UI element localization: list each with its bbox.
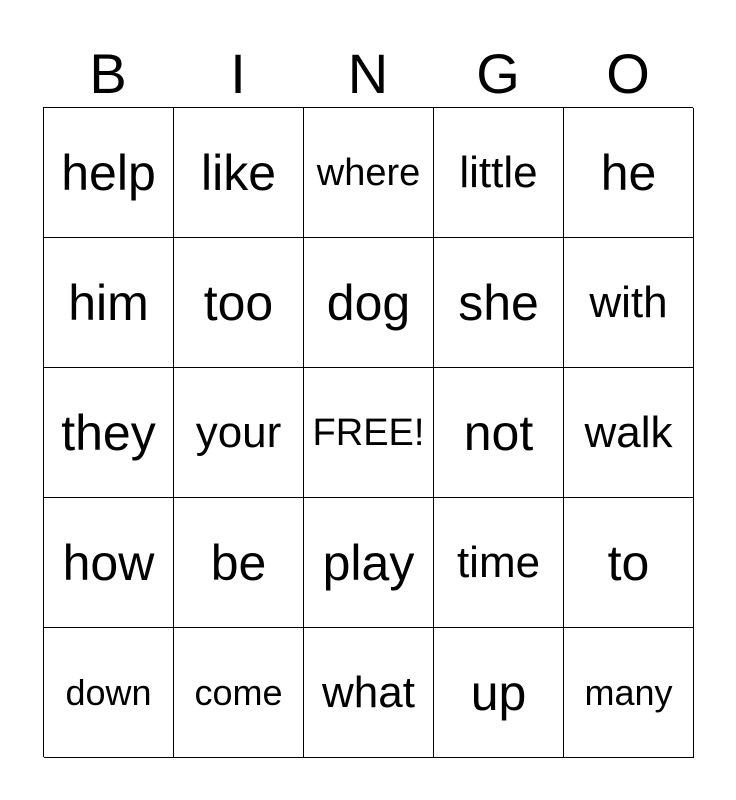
cell-word: not	[463, 404, 534, 461]
bingo-cell[interactable]	[174, 368, 304, 498]
bingo-cell[interactable]	[304, 238, 434, 368]
header-letter-n: N	[347, 42, 389, 105]
cell-word: little	[459, 147, 538, 197]
cell-word: to	[607, 534, 650, 591]
bingo-cell[interactable]	[44, 368, 174, 498]
cell-word: play	[322, 534, 415, 591]
bingo-cell[interactable]	[564, 498, 694, 628]
header-letter-b: B	[89, 42, 127, 105]
header-letter-o: O	[606, 42, 650, 105]
cell-word: him	[68, 274, 149, 331]
cell-word: time	[456, 537, 541, 587]
cell-word: your	[195, 407, 282, 457]
bingo-card	[43, 107, 693, 757]
cell-word: dog	[326, 274, 411, 331]
bingo-cell[interactable]	[44, 498, 174, 628]
free-space-cell[interactable]	[304, 368, 434, 498]
cell-word: many	[584, 671, 673, 713]
bingo-cell[interactable]	[174, 108, 304, 238]
header-letter-g: G	[476, 42, 520, 105]
bingo-cell[interactable]	[304, 498, 434, 628]
bingo-cell[interactable]	[44, 108, 174, 238]
header-letter-i: I	[230, 42, 246, 105]
bingo-cell[interactable]	[434, 238, 564, 368]
bingo-cell[interactable]	[174, 628, 304, 758]
cell-word: help	[61, 144, 156, 201]
cell-word: she	[458, 274, 539, 331]
cell-word: where	[316, 151, 421, 194]
cell-word: they	[61, 404, 156, 461]
bingo-cell[interactable]	[564, 238, 694, 368]
cell-word: up	[470, 664, 527, 721]
bingo-cell[interactable]	[174, 498, 304, 628]
bingo-cell[interactable]	[434, 628, 564, 758]
cell-word: down	[65, 671, 152, 713]
bingo-cell[interactable]	[564, 108, 694, 238]
cell-word: walk	[584, 407, 673, 457]
cell-word: how	[62, 534, 155, 591]
cell-word: too	[203, 274, 274, 331]
bingo-cell[interactable]	[434, 498, 564, 628]
bingo-cell[interactable]	[304, 108, 434, 238]
free-space-label: FREE!	[312, 411, 425, 454]
bingo-cell[interactable]	[44, 238, 174, 368]
bingo-cell[interactable]	[304, 628, 434, 758]
bingo-cell[interactable]	[564, 628, 694, 758]
cell-word: with	[589, 277, 668, 327]
cell-word: come	[194, 671, 283, 713]
bingo-cell[interactable]	[434, 368, 564, 498]
cell-word: what	[322, 667, 415, 717]
cell-word: be	[210, 534, 267, 591]
bingo-cell[interactable]	[564, 368, 694, 498]
bingo-cell[interactable]	[434, 108, 564, 238]
cell-word: like	[200, 144, 277, 201]
bingo-cell[interactable]	[44, 628, 174, 758]
cell-word: he	[600, 144, 657, 201]
bingo-cell[interactable]	[174, 238, 304, 368]
bingo-header	[43, 40, 693, 108]
